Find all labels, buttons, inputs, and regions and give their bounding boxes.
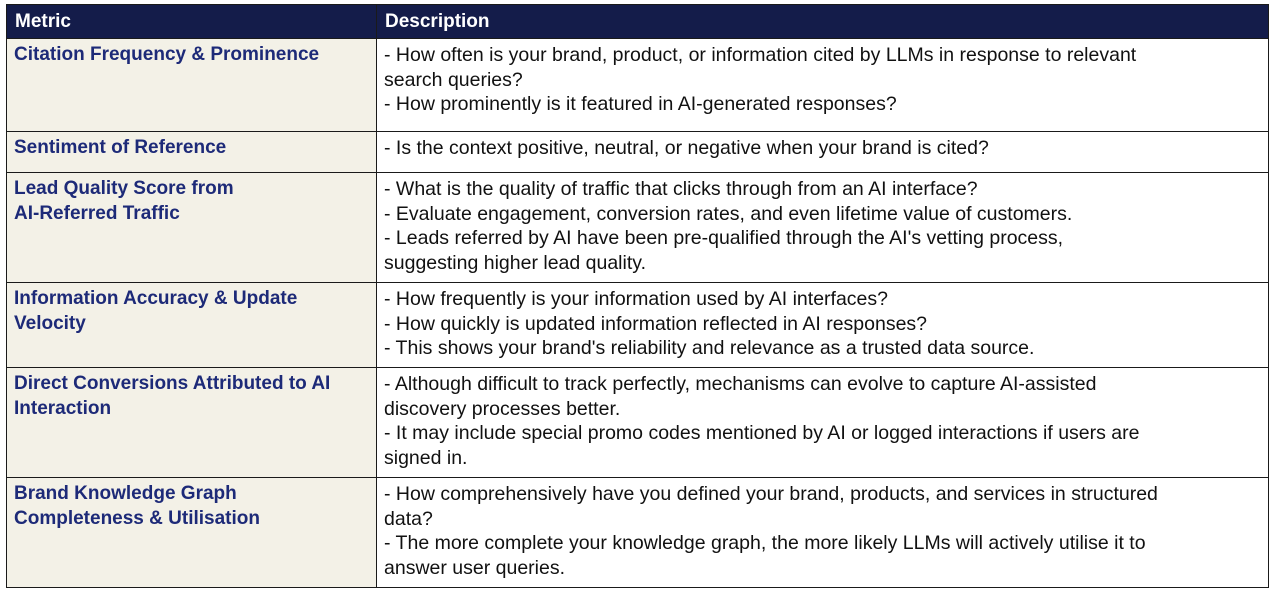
- description-line: - Leads referred by AI have been pre-qualified through the AI's vetting process,: [384, 227, 1064, 249]
- metric-line: Completeness & Utilisation: [14, 507, 260, 529]
- description-line: - This shows your brand's reliability and relevance as a trusted data source.: [384, 337, 1035, 359]
- metric-cell: [7, 478, 377, 588]
- description-cell: [377, 368, 1269, 478]
- description-cell: [377, 132, 1269, 173]
- description-cell: [377, 39, 1269, 132]
- header-description: Description: [377, 5, 1269, 39]
- description-line: - How quickly is updated information reflected in AI responses?: [384, 312, 928, 335]
- metric-line: Direct Conversions Attributed to AI: [14, 373, 331, 394]
- metric-cell: [7, 368, 377, 478]
- description-line: - Evaluate engagement, conversion rates, and even lifetime value of customers.: [384, 202, 1073, 225]
- description-line: - The more complete your knowledge graph, the more likely LLMs will actively utilise it to: [384, 532, 1146, 554]
- description-line: - How comprehensively have you defined your brand, products, and services in structured: [384, 483, 1158, 505]
- description-cell: [377, 478, 1269, 588]
- description-line: signed in.: [384, 446, 468, 469]
- description-line: - How prominently is it featured in AI-generated responses?: [384, 93, 897, 115]
- header-metric: Metric: [7, 5, 377, 39]
- table-row: [7, 39, 1269, 132]
- description-line: - Is the context positive, neutral, or negative when your brand is cited?: [384, 137, 989, 159]
- metric-line: Lead Quality Score from: [14, 178, 234, 199]
- table-row: [7, 283, 1269, 368]
- metric-cell: [7, 283, 377, 368]
- description-line: suggesting higher lead quality.: [384, 251, 646, 274]
- description-cell: [377, 173, 1269, 283]
- metric-line: AI-Referred Traffic: [14, 202, 180, 224]
- metric-cell: [7, 173, 377, 283]
- table-row: [7, 173, 1269, 283]
- metric-line: Interaction: [14, 397, 112, 419]
- metrics-table-container: [6, 4, 1268, 588]
- description-line: data?: [384, 507, 433, 530]
- table-row: [7, 132, 1269, 173]
- metric-line: Citation Frequency & Prominence: [14, 44, 320, 65]
- metric-line: Velocity: [14, 312, 86, 334]
- table-row: [7, 368, 1269, 478]
- table-row: [7, 478, 1269, 588]
- metric-line: Information Accuracy & Update: [14, 288, 298, 309]
- description-line: search queries?: [384, 68, 523, 91]
- description-line: - Although difficult to track perfectly, mechanisms can evolve to capture AI-assisted: [384, 373, 1097, 395]
- description-line: - How frequently is your information used by AI interfaces?: [384, 288, 888, 310]
- description-line: discovery processes better.: [384, 397, 621, 420]
- metrics-table: [6, 4, 1269, 588]
- description-cell: [377, 283, 1269, 368]
- description-line: - It may include special promo codes mentioned by AI or logged interactions if users are: [384, 422, 1140, 444]
- description-line: - What is the quality of traffic that clicks through from an AI interface?: [384, 178, 978, 200]
- description-line: answer user queries.: [384, 556, 566, 579]
- metric-cell: [7, 39, 377, 132]
- metric-line: Sentiment of Reference: [14, 137, 227, 158]
- table-header-row: [7, 5, 1269, 39]
- metric-cell: [7, 132, 377, 173]
- metric-line: Brand Knowledge Graph: [14, 483, 237, 504]
- description-line: - How often is your brand, product, or information cited by LLMs in response to relevant: [384, 44, 1137, 66]
